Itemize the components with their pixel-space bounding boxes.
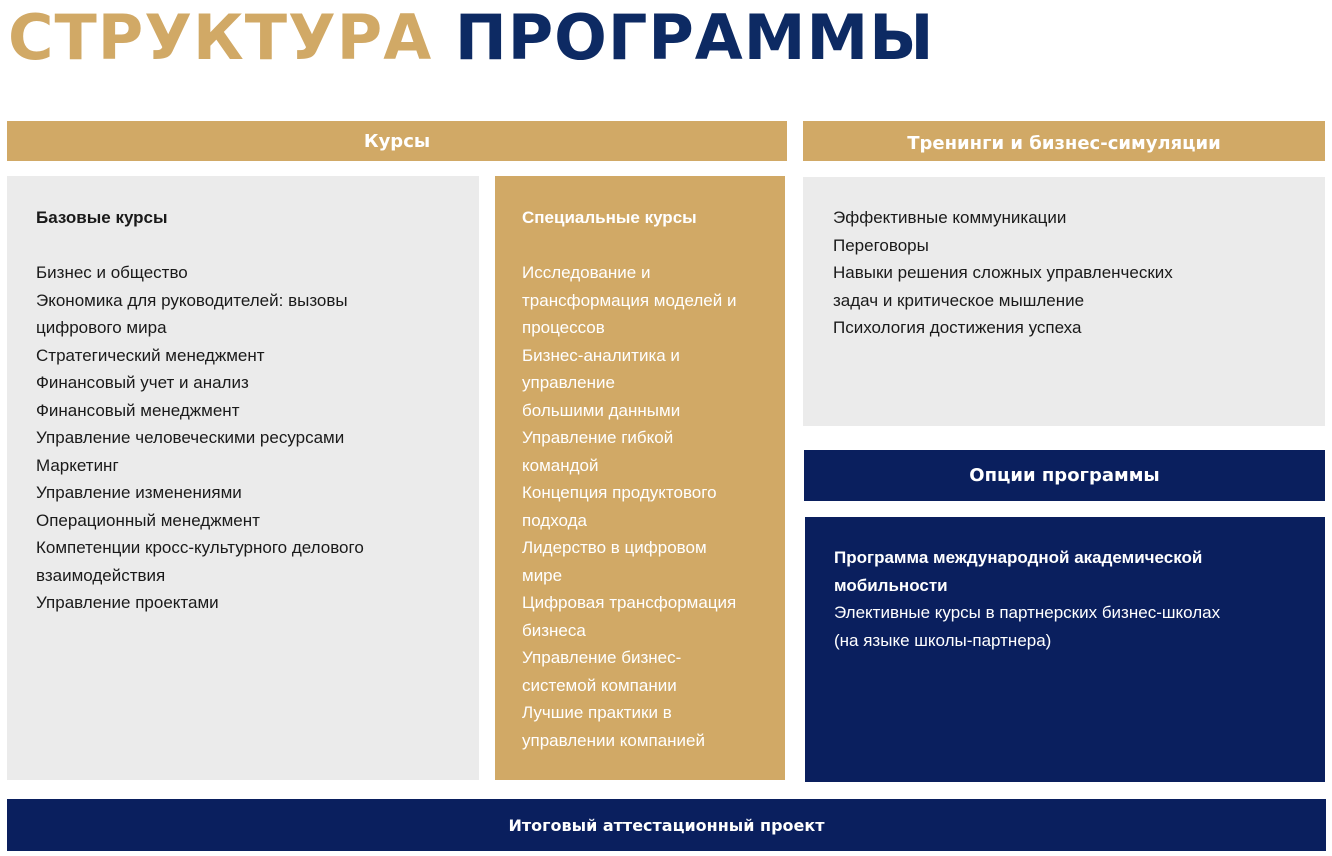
list-item: Элективные курсы в партнерских бизнес-школах [834,603,1221,622]
options-heading: мобильности [834,575,948,595]
list-item: трансформация моделей и [522,290,737,310]
list-item: Маркетинг [36,455,119,475]
list-item: системой компании [522,675,677,695]
list-item: Управление изменениями [36,483,242,502]
list-item: Компетенции кросс-культурного делового [36,538,364,557]
list-item: взаимодействия [36,565,166,585]
list-item: Бизнес и общество [36,263,188,282]
special-courses-heading: Специальные курсы [522,208,697,227]
list-item: Переговоры [833,235,929,255]
list-item: бизнеса [522,620,586,640]
list-item: Управление гибкой [522,428,674,447]
list-item: Управление человеческими ресурсами [36,428,345,447]
list-item: Цифровая трансформация [522,593,737,612]
list-item: Эффективные коммуникации [833,208,1067,227]
list-item: командой [522,455,599,475]
trainings-header-label: Тренинги и бизнес-симуляции [907,132,1221,154]
list-item: (на языке школы-партнера) [834,630,1052,650]
list-item: Управление проектами [36,593,219,612]
list-item: Управление бизнес- [522,648,682,667]
final-project-bar [7,799,1326,851]
list-item: управление [522,373,615,392]
final-project-label: Итоговый аттестационный проект [508,815,825,835]
list-item: Операционный менеджмент [36,510,260,530]
list-item: мире [522,565,563,585]
base-courses-panel [7,176,479,780]
options-panel [805,517,1325,782]
trainings-list [833,204,1325,342]
courses-header [7,121,787,161]
options-header [804,450,1325,501]
title-word-program: ПРОГРАММЫ [454,1,935,74]
list-item: управлении компанией [522,730,705,750]
base-courses-list [36,259,479,617]
list-item: Лидерство в цифровом [522,538,707,557]
courses-header-label: Курсы [363,130,431,152]
list-item: большими данными [522,400,681,420]
title-word-structure: СТРУКТУРА [8,1,433,74]
list-item: Психология достижения успеха [833,318,1082,337]
special-courses-panel [495,176,785,780]
options-heading: Программа международной академической [834,548,1203,567]
list-item: задач и критическое мышление [833,290,1085,310]
base-courses-heading: Базовые курсы [36,208,168,227]
list-item: Концепция продуктового [522,483,717,502]
list-item: цифрового мира [36,318,167,337]
page-title [8,1,935,74]
trainings-header [803,121,1325,161]
list-item: Стратегический менеджмент [36,345,265,365]
list-item: Исследование и [522,263,651,282]
list-item: Экономика для руководителей: вызовы [36,290,348,310]
list-item: Финансовый учет и анализ [36,373,249,392]
trainings-panel [803,177,1325,426]
options-header-label: Опции программы [969,465,1160,486]
list-item: Лучшие практики в [522,703,672,722]
list-item: подхода [522,510,587,530]
list-item: процессов [522,318,605,337]
list-item: Бизнес-аналитика и [522,345,680,365]
special-courses-list [522,259,785,754]
list-item: Навыки решения сложных управленческих [833,263,1173,282]
list-item: Финансовый менеджмент [36,400,240,420]
